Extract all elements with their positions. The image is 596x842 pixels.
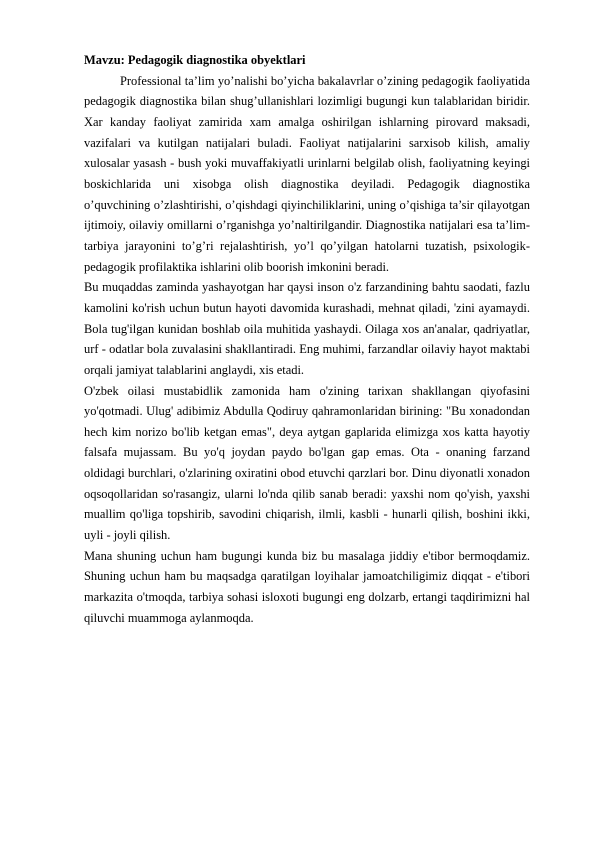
paragraph-4: Mana shuning uchun ham bugungi kunda biz bu masalaga jiddiy e'tibor bermoqdamiz. Shuning uchun ham bu maqsadga qaratilgan loyihalar jamoatchiligimiz diqqat - e'tibori markazita o'tmoqda, tarbiya sohasi isloxoti bugungi eng dolzarb, ertangi taqdirimizni hal qiluvchi muammoga aylanmoqda. (84, 548, 530, 625)
paragraph-1: Professional ta’lim yo’nalishi bo’yicha bakalavrlar o’zining pedagogik faoliyatida pedagogik diagnostika bilan shug’ullanishlari lozimligi bugungi kun talablaridan biridir. Xar kanday faoliyat zamirida xam amalga oshirilgan ishlarning pirovard maksadi, vazifalari va kutilgan natijalari buladi. Faoliyat natijalarini sarxisob kilish, amaliy xulosalar yasash - bush yoki muvaffakiyatli urinlarni belgilab olish, faoliyatning keyingi boskichlarida uni xisobga olish diagnostika deyiladi. Pedagogik diagnostika o’quvchining o’zlashtirishi, o’qishdagi qiyinchiliklarini, uning o’qishiga ta’sir qilayotgan ijtimoiy, oilaviy omillarni o’rganishga yo’naltirilgandir. Diagnostika natijalari esa ta’lim-tarbiya jarayonini to’g’ri rejalashtirish, yo’l qo’yilgan hatolarni tuzatish, psixologik-pedagogik profilaktika ishlarini olib boorish imkonini beradi. (84, 73, 530, 274)
paragraph-2: Bu muqaddas zaminda yashayotgan har qaysi inson o'z farzandining bahtu saodati, fazlu kamolini ko'rish uchun butun hayoti davomida kurashadi, mehnat qiladi, 'zini ayamaydi. Bola tug'ilgan kunidan boshlab oila muhitida yashaydi. Oilaga xos an'analar, qadriyatlar, urf - odatlar bola zuvalasini shakllantiradi. Eng muhimi, farzandlar oilaviy hayot maktabi orqali jamiyat talablarini anglaydi, xis etadi. (84, 280, 530, 377)
document-body (84, 50, 530, 628)
paragraph-3: O'zbek oilasi mustabidlik zamonida ham o'zining tarixan shakllangan qiyofasini yo'qotmadi. Ulug' adibimiz Abdulla Qodiruy qahramonlaridan birining: "Bu xonadondan hech kim norizo bo'lib ketgan emas", deya aytgan gaplarida elimizga xos katta hayotiy falsafa mujassam. Bu yo'q joydan paydo bo'lgan gap emas. Ota - onaning farzand oldidagi burchlari, o'zlarining oxiratini obod etuvchi qarzlari bor. Dinu diyonatli xonadon oqsoqollaridan so'rasangiz, ularni lo'nda qilib sanab beradi: yaxshi nom qo'yish, yaxshi muallim qo'liga topshirib, savodini chiqarish, ilmli, kasbli - hunarli qilish, boshini ikki, uyli - joyli qilish. (84, 383, 530, 543)
document-title: Mavzu: Pedagogik diagnostika obyektlari (84, 53, 306, 67)
